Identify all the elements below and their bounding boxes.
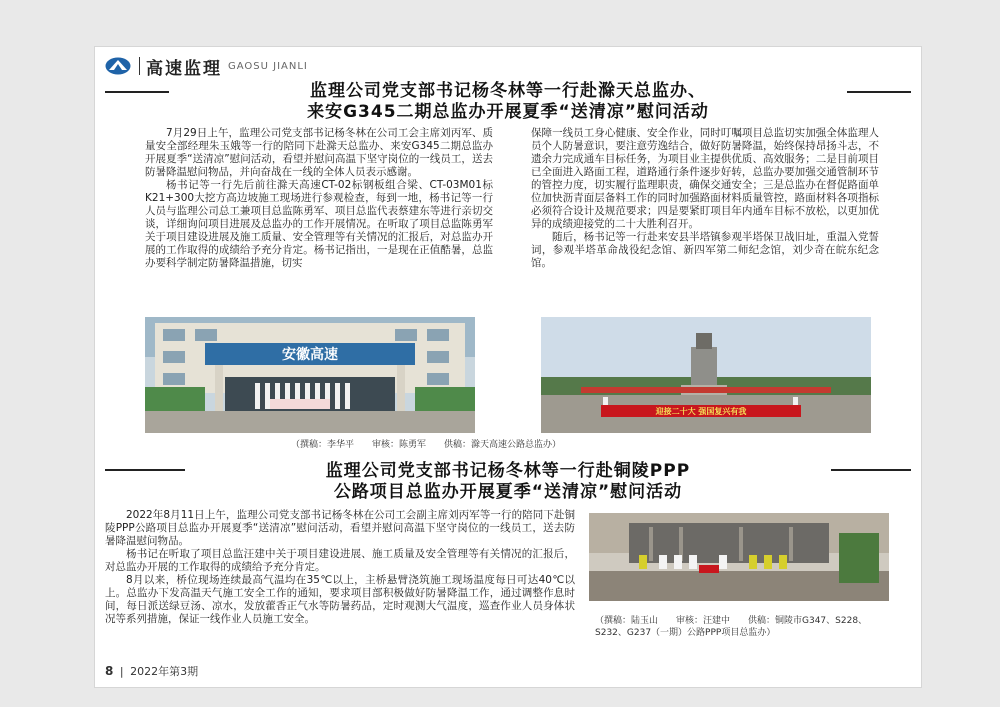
article1-title-line1: 监理公司党支部书记杨冬林等一行赴滁天总监办、: [310, 81, 706, 101]
article2-column: [105, 509, 575, 626]
banner-text: 迎接二十大 强国复兴有我: [655, 407, 747, 416]
header-divider: [139, 57, 140, 75]
paragraph: 杨书记等一行先后前往滁天高速CT-02标钢板组合梁、CT-03M01标K21+300大挖方高边坡施工现场进行参观检查，每到一地，杨书记等一行人员与监理公司总工兼项目总监陈勇军、项目总监代表蔡建东等进行亲切交谈，详细询问项目进展及总监办的工作开展情况。在听取了项目总监陈勇军关于项目建设进展及施工质量、安全管理等有关情况的汇报后，对总监办开展的工作取得的成绩给予充分肯定。杨书记指出，一是现在正值酷暑，总监办要科学制定防暑降温措施，切实: [145, 179, 493, 269]
paragraph: 保障一线员工身心健康、安全作业，同时叮嘱项目总监切实加强全体监理人员个人防暑意识，要注意劳逸结合，做好防暑降温，始终保持昂扬斗志，不遗余力完成通车目标任务，为项目业主提供优质、高效服务；二是目前项目已全面进入路面工程，道路通行条件逐步好转，总监办要加强交通管制环节的管控力度，切实履行监理职责，确保交通安全；三是总监办在督促路面单位加快沥青面层备料工作的同时加强路面材料质量管控，路面材料各项指标必须符合设计及规范要求；四是要紧盯项目年内通车目标不放松，以更加优异的成绩迎接党的二十大胜利召开。: [531, 127, 879, 230]
paragraph: 杨书记在听取了项目总监汪建中关于项目建设进展、施工质量及安全管理等有关情况的汇报后，对总监办开展的工作取得的成绩给予充分肯定。: [105, 548, 575, 573]
article1-left-column: [145, 127, 493, 270]
photo-tongling-group: [589, 513, 889, 601]
article1-caption: （撰稿：李华平 审核：陈勇军 供稿：滁天高速公路总监办）: [291, 440, 562, 450]
building-sign: 安徽高速: [282, 347, 338, 363]
article1-right-column: [531, 127, 879, 270]
section-header: [105, 55, 308, 77]
issue-label: 2022年第3期: [130, 665, 199, 678]
article2-caption: （撰稿：陆玉山 审核：汪建中 供稿：铜陵市G347、S228、S232、G237（一期）公路PPP项目总监办）: [595, 616, 868, 638]
article2-title-line2: 公路项目总监办开展夏季“送清凉”慰问活动: [333, 482, 683, 502]
paragraph: 2022年8月11日上午，监理公司党支部书记杨冬林在公司工会副主席刘丙军等一行的陪同下赴铜陵PPP公路项目总监办开展夏季“送清凉”慰问活动，看望并慰问高温下坚守岗位的一线员工，送去防暑降温慰问物品。: [105, 509, 575, 547]
photo-building-group: [145, 317, 475, 433]
page-number: 8: [105, 664, 114, 678]
magazine-page: [94, 46, 922, 688]
photo-monument-group: [541, 317, 871, 433]
section-title-en: GAOSU JIANLI: [228, 60, 308, 72]
paragraph: 8月以来，桥位现场连续最高气温均在35℃以上，主桥悬臂浇筑施工现场温度每日可达40℃以上。总监办下发高温天气施工安全工作的通知，要求项目部积极做好防暑降温工作，通过调整作息时间，每日派送绿豆汤、凉水，发放藿香正气水等防暑药品，定时观测大气温度，巡查作业人员身体状况等系列措施，保证一线作业人员施工安全。: [105, 574, 575, 625]
page-footer: 8 | 2022年第3期: [105, 664, 199, 678]
paragraph: 随后，杨书记等一行赴来安县半塔镇参观半塔保卫战旧址，重温入党誓词，参观半塔革命战役纪念馆、新四军第二师纪念馆，刘少奇在皖东纪念馆。: [531, 231, 879, 269]
logo-icon: [105, 57, 131, 75]
article1-title-line2: 来安G345二期总监办开展夏季“送清凉”慰问活动: [307, 102, 709, 122]
section-title: 高速监理: [146, 58, 222, 79]
paragraph: 7月29日上午，监理公司党支部书记杨冬林在公司工会主席刘丙军、质量安全部经理朱玉娥等一行的陪同下赴滁天总监办、来安G345二期总监办开展夏季“送清凉”慰问活动，看望并慰问高温下坚守岗位的一线员工，送去防暑降温慰问物品，并向奋战在一线的全体人员表示感谢。: [145, 127, 493, 178]
article2-title-line1: 监理公司党支部书记杨冬林等一行赴铜陵PPP: [325, 461, 691, 481]
